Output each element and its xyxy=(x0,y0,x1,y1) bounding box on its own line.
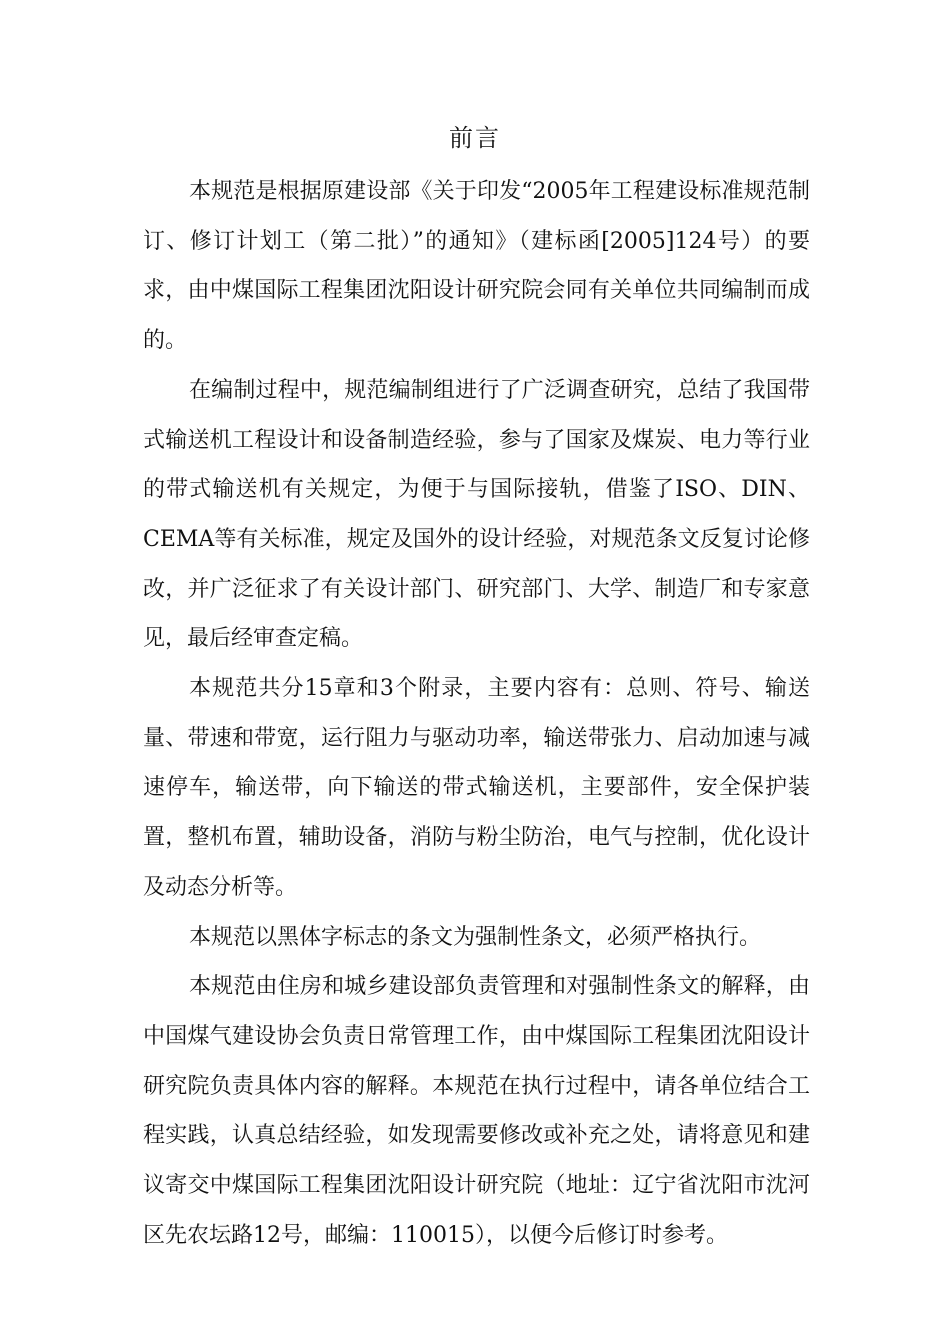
paragraph-mandatory: 本规范以黑体字标志的条文为强制性条文，必须严格执行。 xyxy=(189,924,762,950)
paragraph-management: 本规范由住房和城乡建设部负责管理和对强制性条文的解释，由中国煤气建设协会负责日常管理工作，由中煤国际工程集团沈阳设计研究院负责具体内容的解释。本规范在执行过程中，请各单位结合工程实践，认真总结经验，如发现需要修改或补充之处，请将意见和建议寄交中煤国际工程集团沈阳设计研究院（地址：辽宁省沈阳市沈河区先农坛路12号，邮编：110015），以便今后修订时参考。 xyxy=(143,974,810,1248)
paragraph-basis: 本规范是根据原建设部《关于印发“2005年工程建设标准规范制订、修订计划工（第二批）”的通知》（建标函[2005]124号）的要求，由中煤国际工程集团沈阳设计研究院会同有关单位共同编制而成的。 xyxy=(143,179,810,354)
document-body xyxy=(143,167,810,1260)
page-title: 前言 xyxy=(449,124,501,152)
paragraph-contents: 本规范共分15章和3个附录，主要内容有：总则、符号、输送量、带速和带宽，运行阻力与驱动功率，输送带张力、启动加速与减速停车，输送带，向下输送的带式输送机，主要部件，安全保护装置，整机布置，辅助设备，消防与粉尘防治，电气与控制，优化设计及动态分析等。 xyxy=(143,676,810,900)
paragraph-process: 在编制过程中，规范编制组进行了广泛调查研究，总结了我国带式输送机工程设计和设备制造经验，参与了国家及煤炭、电力等行业的带式输送机有关规定，为便于与国际接轨，借鉴了ISO、DIN、CEMA等有关标准，规定及国外的设计经验，对规范条文反复讨论修改，并广泛征求了有关设计部门、研究部门、大学、制造厂和专家意见，最后经审查定稿。 xyxy=(143,377,810,652)
